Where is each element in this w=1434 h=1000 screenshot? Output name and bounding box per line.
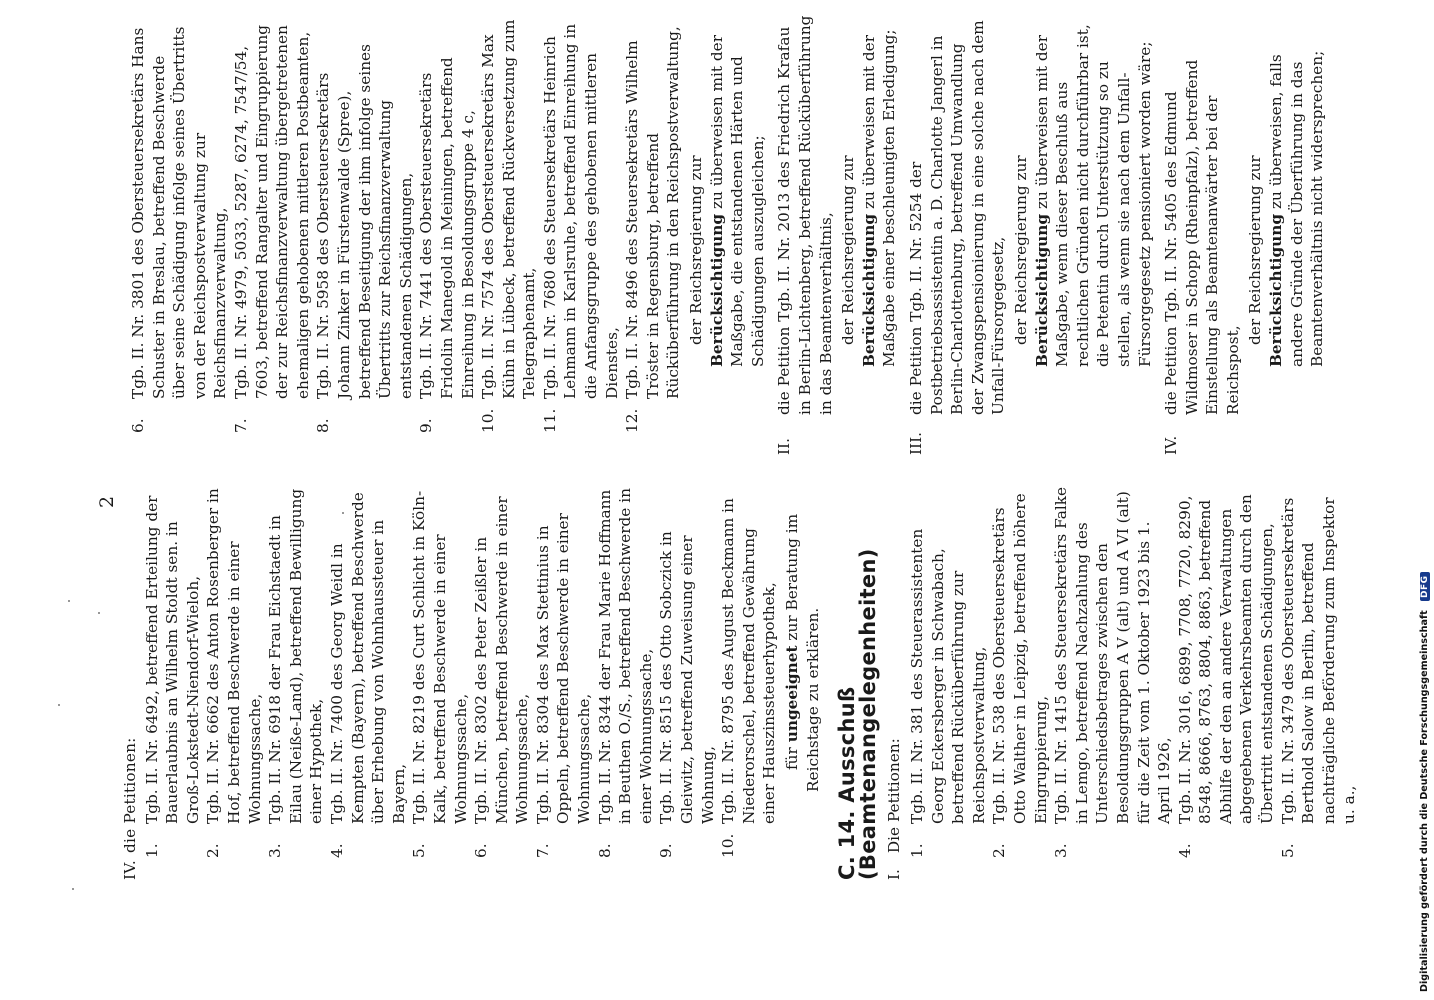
item-text: Tgb. II. Nr. 1415 des Steuersekretärs Falke in Lemgo, betreffend Nachzahlung des Unterschiedsbetrages zwischen den Besoldungsgruppen A V (alt) und A VI (alt) für die Zeit vom 1. Oktober 1923 bis 1. April 1926, [1052, 486, 1174, 824]
list-item [1278, 485, 1360, 880]
list-item [1051, 485, 1175, 880]
item-text: Tgb. II. Nr. 8302 des Peter Zeißler in München, betreffend Beschwerde in einer Wohnungssache, [472, 496, 532, 824]
item-number: 6. [129, 418, 147, 433]
recommendation-text: der Reichsregierung zur [839, 155, 858, 345]
item-number: 4. [1175, 843, 1194, 858]
right-column [128, 15, 1332, 455]
scan-speck [342, 512, 344, 514]
list-item [313, 15, 416, 455]
item-number: 1. [907, 843, 926, 858]
item-text: Tgb. II. Nr. 8304 des Max Stettinius in Oppeln, betreffend Beschwerde in einer Wohnungssache, [533, 513, 594, 824]
recommendation-text: zur Beratung im Reichstage zu erklären. [783, 513, 822, 792]
list-item [327, 485, 409, 880]
recommendation-emphasis: Berücksichtigung [707, 213, 726, 367]
heading-text: die Petitionen: [121, 737, 139, 853]
item-number: 12. [623, 408, 642, 433]
list-item [471, 485, 533, 880]
recommendation [1245, 15, 1327, 455]
item-number: 2. [204, 843, 223, 858]
scan-speck [98, 612, 100, 614]
list-item [416, 15, 478, 455]
item-text: die Petition Tgb. II. Nr. 2013 des Friedrich Krafau in Berlin-Lichtenberg, betreffend Rücküberführung in das Beamtenverhältnis, [775, 15, 835, 415]
list-item [128, 15, 231, 455]
roman-list-item [1161, 15, 1243, 455]
recommendation [1011, 15, 1155, 455]
list-item [142, 485, 204, 880]
item-number: 6. [472, 843, 491, 858]
roman-numeral: I. [885, 869, 904, 880]
list-item [265, 485, 327, 880]
item-text: die Petition Tgb. II. Nr. 5405 des Edmund Wildmoser in Schopp (Rheinpfalz), betreffend Einstellung als Beamtenanwärter bei der Reichspost, [1162, 59, 1242, 415]
list-item [718, 485, 780, 880]
credit-text: Digitalisierung gefördert durch die Deutsche Forschungsgemeinschaft [1419, 610, 1430, 992]
list-item [540, 15, 622, 455]
item-number: 11. [540, 408, 559, 433]
roman-numeral: IV. [1162, 435, 1181, 455]
digitization-credit [1419, 0, 1434, 992]
roman-petition-list [774, 15, 1327, 455]
item-number: 3. [1052, 843, 1071, 858]
item-number: 7. [533, 843, 552, 858]
item-text: Tgb. II. Nr. 6918 der Frau Eichstaedt in Eilau (Neiße-Land), betreffend Bewilligung einer Hypothek, [266, 488, 326, 824]
item-number: 10. [479, 408, 498, 433]
page-number: 2 [96, 495, 118, 508]
scan-speck [58, 704, 60, 706]
petition-list [128, 15, 684, 455]
item-text: Tgb. II. Nr. 8496 des Steuersekretärs Wilhelm Tröster in Regensburg, betreffend Rücküberführung in den Reichspostverwaltung, [623, 26, 683, 399]
dfg-logo: DFG [1420, 572, 1430, 601]
petition-list [907, 485, 1360, 880]
list-item [1175, 485, 1278, 880]
list-item [622, 15, 684, 455]
list-item [231, 15, 313, 455]
item-number: 2. [990, 843, 1009, 858]
item-text: Tgb. II. Nr. 3016, 6899, 7708, 7720, 8290, 8548, 8666, 8763, 8804, 8863, betreffend Abhilfe der den an andere Verwaltungen abgegebenen Verkehrsbeamten durch den Übertritt entstandenen Schädigungen, [1175, 494, 1277, 824]
roman-numeral: III. [906, 432, 925, 455]
recommendation-text: für [783, 742, 801, 770]
item-text: Tgb. II. Nr. 8795 des August Beckmann in Niederorschel, betreffend Gewährung einer Hauszinssteuerhypothek, [719, 498, 779, 824]
recommendation-emphasis: ungeeignet [783, 645, 801, 743]
item-text: Tgb. II. Nr. 7680 des Steuersekretärs Heinrich Lehmann in Karlsruhe, betreffend Einreihung in die Anfangsgruppe des gehobenen mittleren Dienstes, [540, 23, 621, 399]
list-item [989, 485, 1051, 880]
item-number: 10. [719, 833, 738, 858]
item-number: 8. [595, 843, 614, 858]
list-item [409, 485, 471, 880]
list-item [595, 485, 657, 880]
roman-list-item [774, 15, 836, 455]
list-item [907, 485, 989, 880]
recommendation-text: der Reichsregierung zur [687, 155, 706, 345]
item-text: die Petition Tgb. II. Nr. 5254 der Postbetriebsassistentin a. D. Charlotte Jangerl in Berlin-Charlottenburg, betreffend Umwandlung der Zwangspensionierung in eine solche nach dem Unfall-Fürsorgegesetz, [906, 20, 1008, 415]
item-number: 9. [657, 843, 676, 858]
item-text: Tgb. II. Nr. 5958 des Obersteuersekretärs Johann Zinker in Fürstenwalde (Spree), betreffend Beseitigung der ihm infolge seines Übertritts zur Reichsfinanzverwaltung entstandenen Schädigungen, [314, 44, 415, 399]
item-text: Tgb. II. Nr. 8219 des Curt Schlicht in Köln-Kalk, betreffend Beschwerde in einer Wohnungssache, [410, 490, 470, 824]
item-number: 4. [327, 843, 346, 858]
recommendation-text: der Reichsregierung zur [1246, 155, 1265, 345]
item-text: Tgb. II. Nr. 3801 des Obersteuersekretärs Hans Schuster in Breslau, betreffend Beschwerde über seine Schädigung infolge seines Übertritts von der Reichspostverwaltung zur Reichsfinanzverwaltung, [129, 26, 230, 399]
item-text: Tgb. II. Nr. 7574 des Obersteuersekretärs Max Kühn in Lübeck, betreffend Rückversetzung zum Telegraphenamt, [479, 19, 539, 399]
item-number: 5. [1278, 843, 1297, 858]
recommendation [686, 15, 768, 455]
list-item [478, 15, 540, 455]
list-item [533, 485, 595, 880]
list-item [656, 485, 718, 880]
roman-numeral: II. [775, 438, 794, 455]
petitions-heading [120, 485, 141, 880]
item-text: Tgb. II. Nr. 6492, betreffend Erteilung der Bauerlaubnis an Wilhelm Stoldt sen. in Groß-Lokstedt-Niendorf-Wieloh, [142, 495, 202, 824]
item-text: Tgb. II. Nr. 7441 des Obersteuersekretärs Fridolin Manegold in Meiningen, betreffend Einreihung in Besoldungsgruppe 4 c, [417, 57, 477, 399]
recommendation-text: zu überweisen mit der Maßgabe, die entstandenen Härten und Schädigungen auszugleichen; [707, 34, 767, 367]
item-text: Tgb. II. Nr. 8515 des Otto Sobczick in Gleiwitz, betreffend Zuweisung einer Wohnung, [657, 531, 717, 824]
item-number: 8. [314, 418, 333, 433]
petition-list [142, 485, 780, 880]
item-text: Tgb. II. Nr. 381 des Steuerassistenten Georg Eckersberger in Schwabach, betreffend Rücküberführung zur Reichspostverwaltung, [907, 528, 988, 824]
recommendation [838, 15, 900, 455]
recommendation-text: zu überweisen mit der Maßgabe, wenn dieser Beschluß aus rechtlichen Gründen nicht durchführbar ist, die Petentin durch Unterstützung so zu stellen, als wenn sie nach dem Unfall-Fürsorgegesetz pensioniert worden wäre; [1032, 24, 1154, 367]
recommendation-text: zu überweisen, falls andere Gründe der Überführung in das Beamtenverhältnis nicht widersprechen; [1267, 50, 1327, 367]
list-item [203, 485, 265, 880]
item-number: 3. [266, 843, 285, 858]
recommendation-text: zu überweisen mit der Maßgabe einer beschleunigten Erledigung; [859, 29, 899, 367]
section-subheading [884, 485, 905, 880]
scan-speck [72, 888, 74, 890]
item-text: Tgb. II. Nr. 4979, 5033, 5287, 6274, 7547/54, 7603, betreffend Rangalter und Eingruppierung der zur Reichsfinanzverwaltung übergetretenen ehemaligen gehobenen mittleren Postbeamten, [231, 24, 312, 399]
recommendation-emphasis: Berücksichtigung [1267, 213, 1286, 367]
left-column [120, 485, 1360, 880]
item-number: 5. [410, 843, 429, 858]
item-number: 7. [231, 418, 250, 433]
recommendation-text: der Reichsregierung zur [1011, 155, 1030, 345]
recommendation-emphasis: Berücksichtigung [1032, 213, 1051, 367]
section-heading: C. 14. Ausschuß (Beamtenangelegenheiten) [835, 548, 880, 880]
item-text: Tgb. II. Nr. 538 des Obersteuersekretärs Otto Walther in Leipzig, betreffend höhere Eingruppierung, [990, 493, 1050, 824]
item-text: Tgb. II. Nr. 7400 des Georg Weidl in Kempten (Bayern), betreffend Beschwerde über Erhebung von Wohnhaussteuer in Bayern, [327, 492, 408, 824]
roman-numeral: IV. [121, 860, 139, 880]
recommendation [782, 485, 823, 880]
item-text: Tgb. II. Nr. 3479 des Obersteuersekretärs Berthold Salow in Berlin, betreffend nachträgliche Beförderung zum Inspektor u. a., [1278, 497, 1359, 824]
item-text: Tgb. II. Nr. 6662 des Anton Rosenberger in Hof, betreffend Beschwerde in einer Wohnungssache, [204, 488, 264, 824]
scan-speck [68, 600, 70, 602]
subheading-text: Die Petitionen: [885, 738, 904, 854]
roman-list-item [906, 15, 1009, 455]
item-number: 1. [142, 843, 161, 858]
item-number: 9. [417, 418, 436, 433]
item-text: Tgb. II. Nr. 8344 der Frau Marie Hoffmann in Beuthen O./S., betreffend Beschwerde in einer Wohnungssache, [595, 488, 655, 824]
recommendation-emphasis: Berücksichtigung [859, 213, 878, 367]
